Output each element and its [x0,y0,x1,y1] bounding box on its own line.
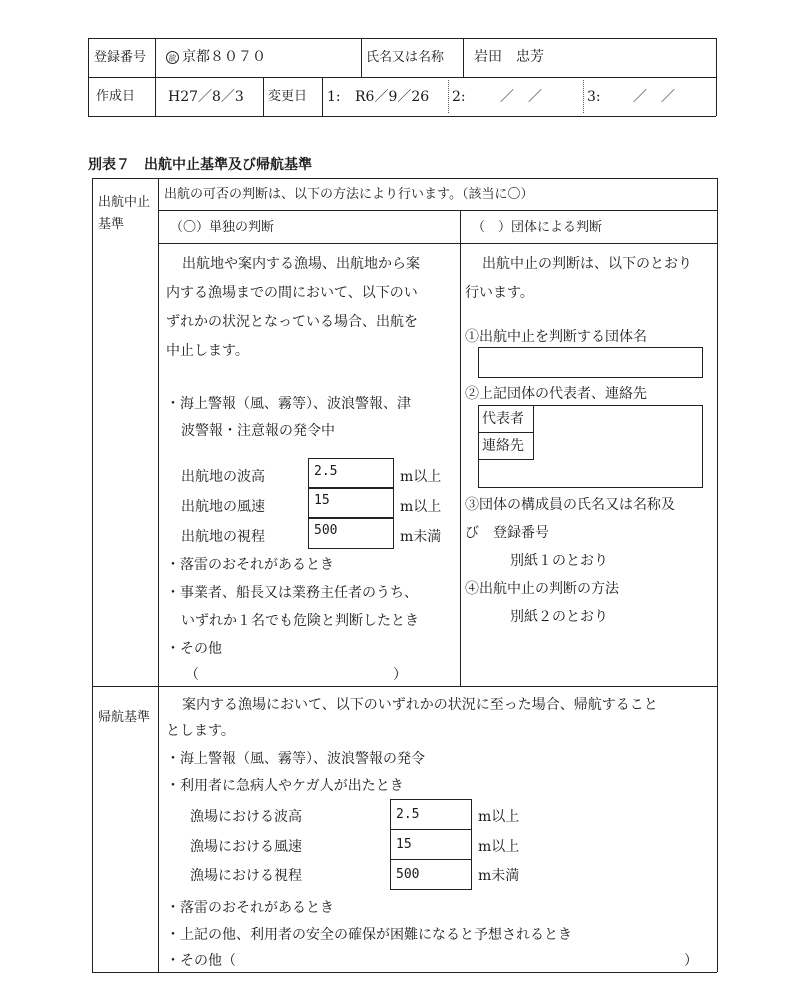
return-para-line2: とします。 [166,723,235,739]
departure-wave-value: 2.5 [314,464,338,479]
single-para-line3: ずれかの状況となっている場合、出航を [166,314,418,330]
group-item3-line2: び 登録番号 [465,525,549,541]
single-para-line2: 内する漁場までの間において、以下のい [166,285,418,301]
created-date-value: H27／8／3 [168,89,244,105]
return-label: 帰航基準 [98,710,151,725]
created-date-label: 作成日 [96,89,136,104]
departure-wind-unit: m以上 [400,499,442,515]
name-value: 岩田 忠芳 [474,49,544,65]
fishing-wind-label: 漁場における風速 [190,839,302,855]
fishing-wave-label: 漁場における波高 [190,809,302,825]
group-name-box [478,347,703,378]
return-lightning-bullet: ・落雷のおそれがあるとき [166,900,334,916]
change-1-label: 1: [327,89,341,105]
warning-bullet-line1: ・海上警報（風、霧等）、波浪警報、津 [166,396,411,412]
fishing-wave-unit: m以上 [478,809,520,825]
representative-label: 代表者 [482,411,524,427]
group-para-line1: 出航中止の判断は、以下のとおり [482,256,692,272]
departure-wind-value: 15 [314,493,330,508]
change-3-value: ／ ／ [633,89,675,105]
fishing-wind-value: 15 [396,837,412,852]
departure-visibility-unit: m未満 [400,529,442,545]
danger-bullet-line1: ・事業者、船長又は業務主任者のうち、 [166,585,418,601]
contact-label: 連絡先 [482,438,524,454]
fishing-wave-value: 2.5 [396,807,420,822]
group-item4-ref: 別紙２のとおり [510,609,608,625]
registration-seal-icon: 欲 [166,51,179,64]
changed-date-label: 変更日 [268,89,308,104]
return-safety-bullet: ・上記の他、利用者の安全の確保が困難になると予想されるとき [166,927,572,943]
name-label: 氏名又は名称 [366,50,445,65]
return-other-close-paren: ） [684,953,698,969]
other-open-paren: （ [185,667,199,683]
warning-bullet-line2: 波警報・注意報の発令中 [181,423,335,439]
group-para-line2: 行います。 [465,285,534,301]
group-judgment-heading: （ ）団体による判断 [472,220,603,235]
return-warning-bullet: ・海上警報（風、霧等）、波浪警報の発令 [166,751,425,767]
change-2-label: 2: [452,89,466,105]
single-para-line4: 中止します。 [166,343,249,359]
change-3-label: 3: [587,89,601,105]
group-item4: ④出航中止の判断の方法 [465,581,619,597]
departure-wave-label: 出航地の波高 [181,469,265,485]
departure-wave-unit: m以上 [400,469,442,485]
suspension-intro: 出航の可否の判断は、以下の方法により行います。（該当に〇） [164,187,534,202]
group-item3-line1: ③団体の構成員の氏名又は名称及 [465,497,675,513]
registration-number-label: 登録番号 [94,50,147,65]
other-close-paren: ） [393,667,407,683]
return-para-line1: 案内する漁場において、以下のいずれかの状況に至った場合、帰航すること [182,697,658,713]
group-item3-ref: 別紙１のとおり [510,553,608,569]
single-judgment-heading: （〇）単独の判断 [170,220,275,235]
fishing-visibility-value: 500 [396,867,420,882]
group-item2: ②上記団体の代表者、連絡先 [465,386,647,402]
single-para-line1: 出航地や案内する漁場、出航地から案 [182,256,420,272]
suspension-label-line2: 基準 [98,217,125,232]
departure-visibility-value: 500 [314,523,338,538]
fishing-visibility-unit: m未満 [478,868,520,884]
departure-visibility-label: 出航地の視程 [181,529,265,545]
table-title: 別表７ 出航中止基準及び帰航基準 [88,157,312,173]
return-other-bullet: ・その他（ [166,953,236,969]
change-2-value: ／ ／ [500,89,542,105]
lightning-bullet: ・落雷のおそれがあるとき [166,557,334,573]
suspension-label-line1: 出航中止 [98,195,151,210]
registration-number-value: 京都８０７０ [182,49,266,65]
fishing-visibility-label: 漁場における視程 [190,868,302,884]
group-item1: ①出航中止を判断する団体名 [465,329,647,345]
danger-bullet-line2: いずれか１名でも危険と判断したとき [181,613,419,629]
departure-wind-label: 出航地の風速 [181,499,265,515]
change-1-value: R6／9／26 [355,89,430,105]
fishing-wind-unit: m以上 [478,839,520,855]
return-injury-bullet: ・利用者に急病人やケガ人が出たとき [166,778,404,794]
other-bullet: ・その他 [166,641,222,657]
